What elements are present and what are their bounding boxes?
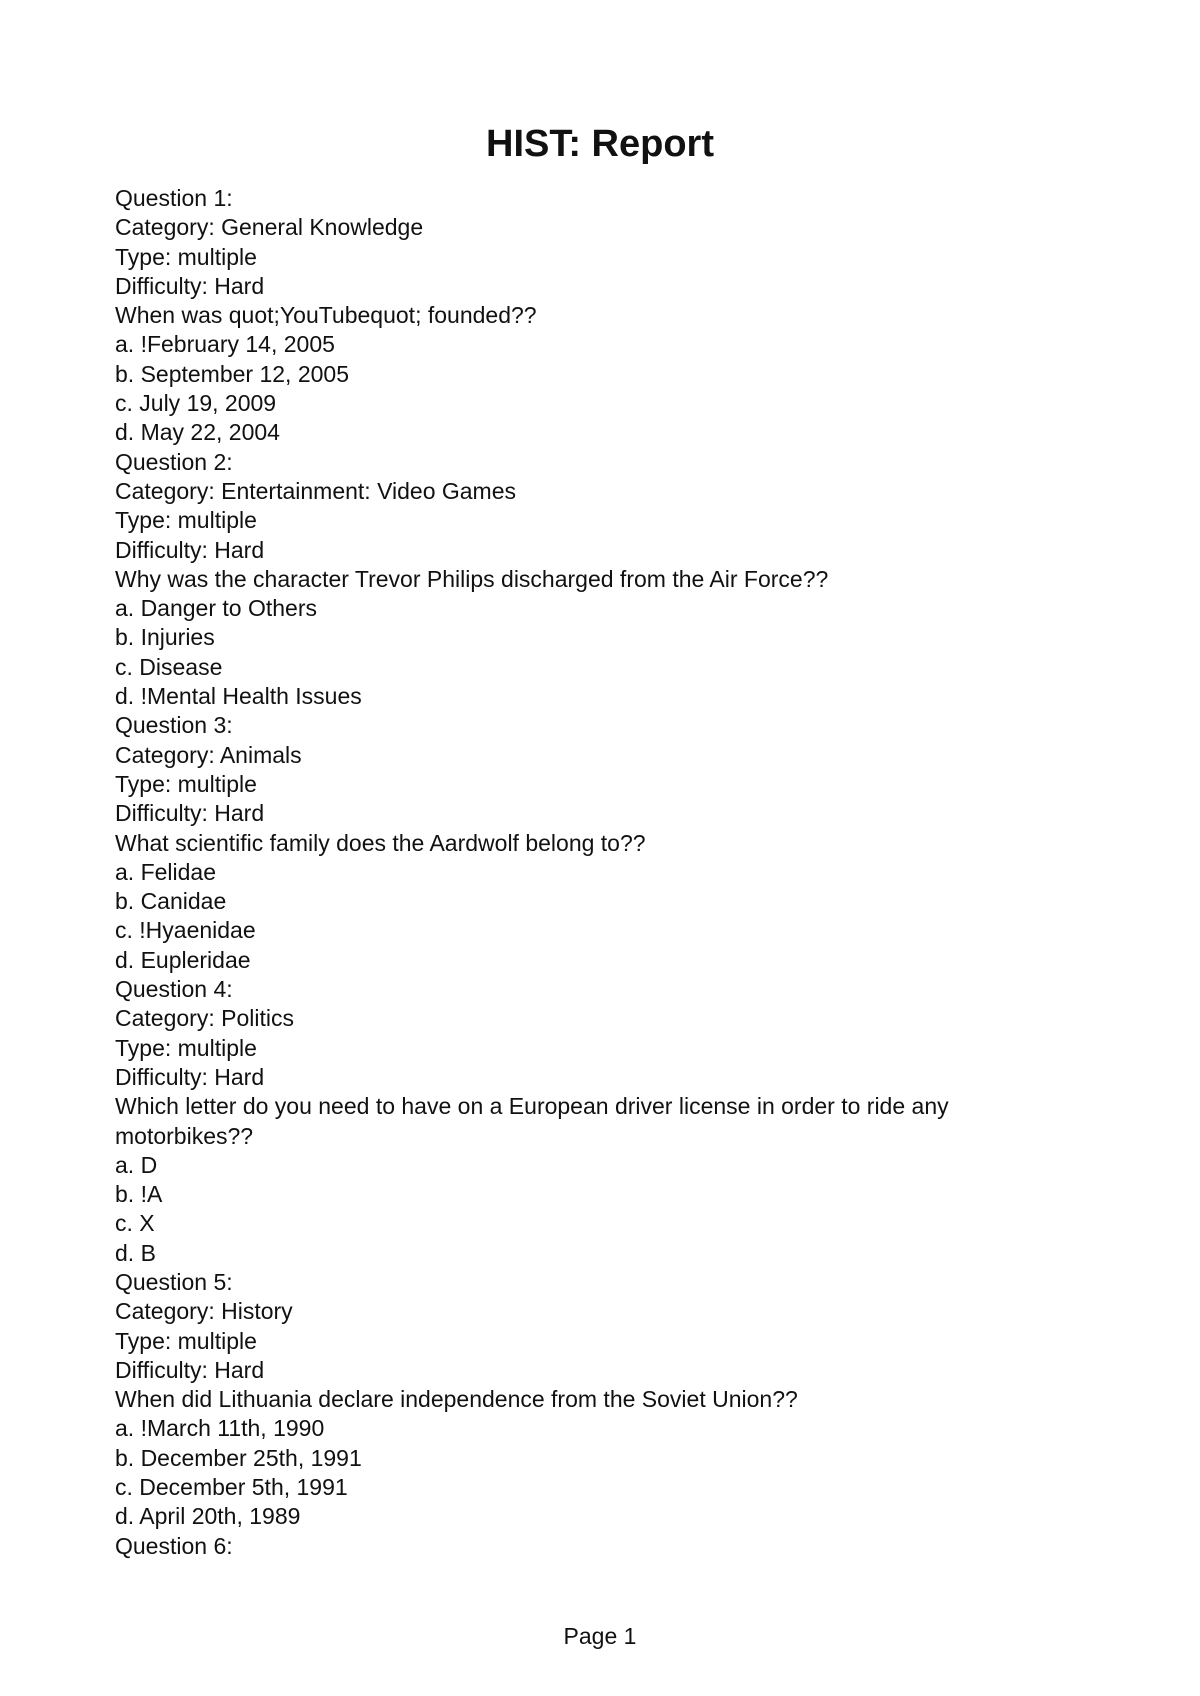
answer-option: c. Disease (115, 653, 223, 680)
answer-option: d. !Mental Health Issues (115, 683, 362, 710)
answer-option: b. September 12, 2005 (115, 360, 349, 387)
question-4 (115, 975, 1075, 1268)
answer-option: d. Eupleridae (115, 946, 251, 973)
answer-option: a. Danger to Others (115, 595, 317, 622)
question-category: Category: Politics (115, 1005, 294, 1032)
question-list (115, 184, 1075, 1561)
question-heading: Question 6: (115, 1532, 233, 1559)
question-heading: Question 4: (115, 976, 233, 1003)
answer-option: d. B (115, 1239, 156, 1266)
page-number: Page 1 (563, 1623, 637, 1649)
question-heading: Question 5: (115, 1268, 233, 1295)
question-difficulty: Difficulty: Hard (115, 1356, 265, 1383)
answer-option: a. !March 11th, 1990 (115, 1415, 325, 1442)
question-difficulty: Difficulty: Hard (115, 272, 265, 299)
question-difficulty: Difficulty: Hard (115, 1063, 265, 1090)
answer-option: b. Injuries (115, 624, 215, 651)
question-type: Type: multiple (115, 1034, 257, 1061)
question-type: Type: multiple (115, 770, 257, 797)
question-1 (115, 184, 1075, 448)
question-3 (115, 711, 1075, 975)
question-difficulty: Difficulty: Hard (115, 800, 265, 827)
question-category: Category: General Knowledge (115, 214, 424, 241)
question-category: Category: Animals (115, 741, 302, 768)
answer-option: b. December 25th, 1991 (115, 1444, 362, 1471)
question-heading: Question 2: (115, 448, 233, 475)
answer-option: b. Canidae (115, 888, 227, 915)
question-heading: Question 3: (115, 712, 233, 739)
answer-option: a. !February 14, 2005 (115, 331, 335, 358)
answer-option: c. !Hyaenidae (115, 917, 256, 944)
question-2 (115, 448, 1075, 712)
question-text: When was quot;YouTubequot; founded?? (115, 302, 537, 329)
question-heading: Question 1: (115, 185, 233, 211)
answer-option: c. July 19, 2009 (115, 390, 277, 417)
question-type: Type: multiple (115, 1327, 257, 1354)
answer-option: d. May 22, 2004 (115, 419, 280, 446)
question-type: Type: multiple (115, 243, 257, 270)
question-text: When did Lithuania declare independence from the Soviet Union?? (115, 1386, 798, 1413)
answer-option: a. Felidae (115, 858, 217, 885)
question-text: Which letter do you need to have on a European driver license in order to ride any motorbikes?? (115, 1093, 949, 1149)
answer-option: c. December 5th, 1991 (115, 1474, 348, 1501)
answer-option: c. X (115, 1210, 155, 1237)
question-difficulty: Difficulty: Hard (115, 536, 265, 563)
answer-option: b. !A (115, 1181, 163, 1208)
answer-option: a. D (115, 1151, 158, 1178)
question-category: Category: Entertainment: Video Games (115, 477, 517, 504)
question-text: What scientific family does the Aardwolf belong to?? (115, 829, 646, 856)
question-type: Type: multiple (115, 507, 257, 534)
answer-option: d. April 20th, 1989 (115, 1503, 301, 1530)
question-category: Category: History (115, 1298, 293, 1325)
question-5 (115, 1268, 1075, 1532)
document-title: HIST: Report (486, 123, 714, 165)
question-text: Why was the character Trevor Philips discharged from the Air Force?? (115, 565, 829, 592)
